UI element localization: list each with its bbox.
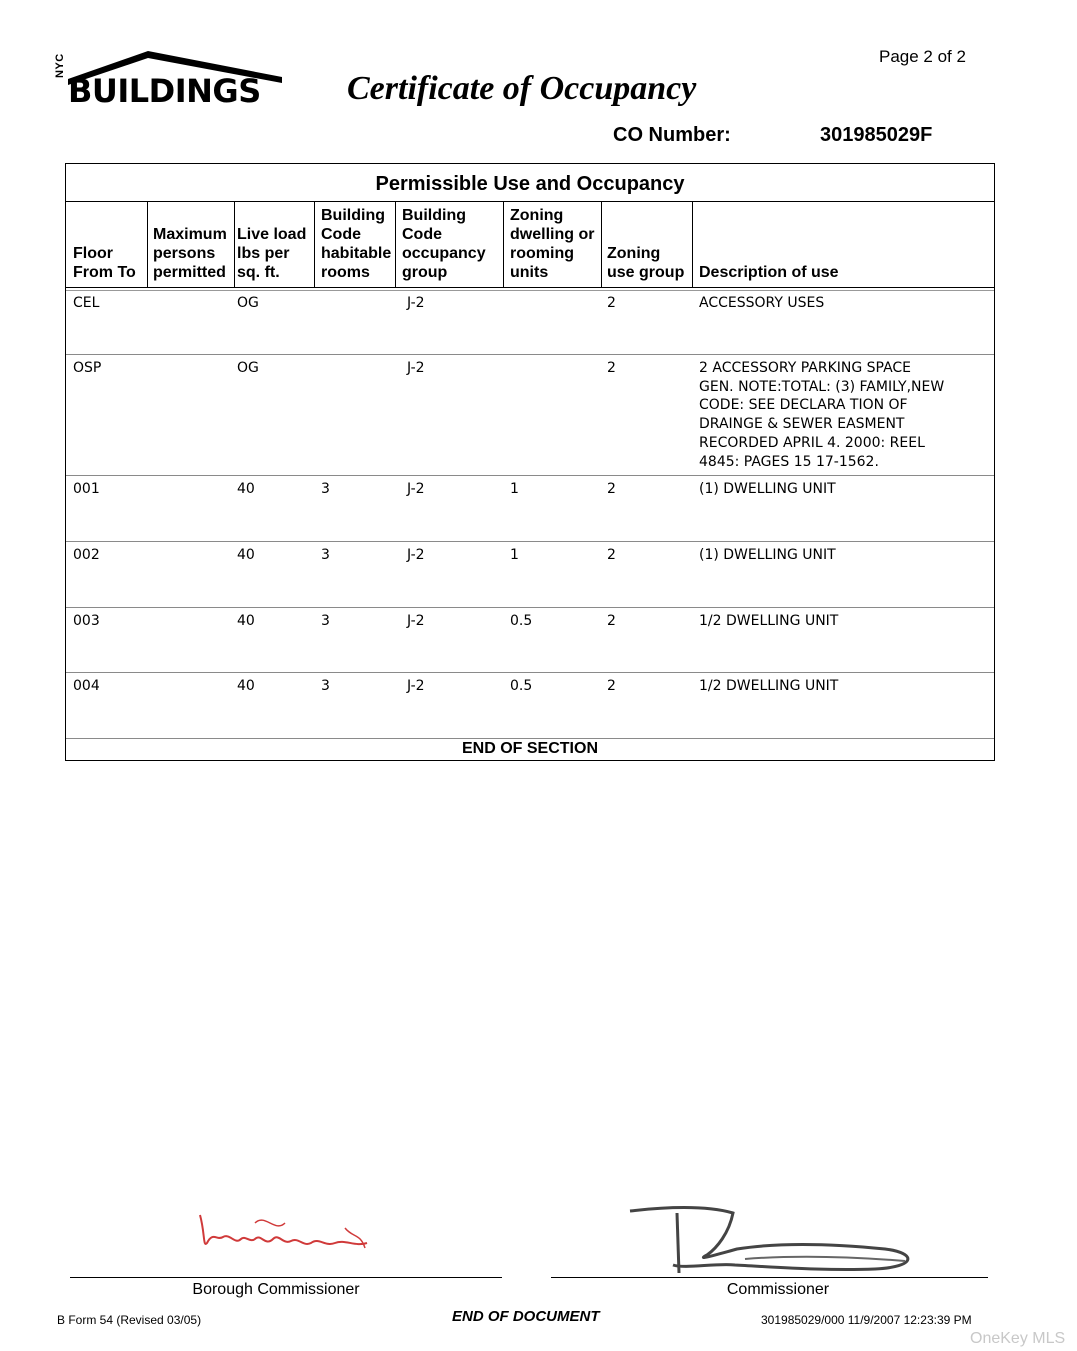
column-header: [153, 202, 235, 288]
table-cell-live-load: 40: [237, 678, 255, 694]
column-header: [73, 202, 151, 288]
column-header-line: Floor: [73, 245, 113, 262]
table-cell-description: (1) DWELLING UNIT: [699, 547, 836, 563]
table-cell-rooms: 3: [321, 613, 330, 629]
table-cell-occupancy: J-2: [407, 678, 425, 694]
column-header: [237, 202, 319, 288]
column-header-line: Zoning: [510, 207, 564, 224]
table-cell-live-load: 40: [237, 481, 255, 497]
column-header-line: use group: [607, 264, 685, 281]
table-cell-live-load: 40: [237, 613, 255, 629]
column-divider: [234, 202, 235, 288]
end-of-document: END OF DOCUMENT: [452, 1308, 600, 1325]
column-header: [607, 202, 697, 288]
table-cell-use-group: 2: [607, 613, 616, 629]
column-header-line: Code: [321, 226, 361, 243]
co-number-label: CO Number:: [613, 124, 731, 146]
column-header-line: Building: [321, 207, 385, 224]
column-header-line: From To: [73, 264, 136, 281]
logo-prefix: NYC: [54, 53, 66, 78]
column-divider: [395, 202, 396, 288]
table-row: [66, 289, 994, 355]
column-header-line: lbs per: [237, 245, 290, 262]
table-cell-use-group: 2: [607, 295, 616, 311]
column-header-line: Maximum: [153, 226, 227, 243]
table-cell-rooms: 3: [321, 547, 330, 563]
commissioner-label: Commissioner: [726, 1281, 830, 1298]
table-cell-use-group: 2: [607, 678, 616, 694]
table-title: Permissible Use and Occupancy: [66, 164, 994, 202]
document-stamp: 301985029/000 11/9/2007 12:23:39 PM: [761, 1313, 972, 1327]
table-row: [66, 607, 994, 673]
table-cell-description: (1) DWELLING UNIT: [699, 481, 836, 497]
column-header: [699, 202, 989, 288]
table-cell-rooms: 3: [321, 678, 330, 694]
table-cell-occupancy: J-2: [407, 360, 425, 376]
column-header: [510, 202, 605, 288]
column-header-line: occupancy: [402, 245, 486, 262]
table-cell-occupancy: J-2: [407, 295, 425, 311]
co-number-value: 301985029F: [820, 124, 933, 146]
table-row: [66, 672, 994, 739]
column-header: [402, 202, 508, 288]
table-cell-use-group: 2: [607, 547, 616, 563]
column-header-line: Building: [402, 207, 466, 224]
table-cell-description: 1/2 DWELLING UNIT: [699, 613, 839, 629]
borough-commissioner-signature: [195, 1203, 375, 1273]
borough-signature-line: [70, 1277, 502, 1278]
table-cell-use-group: 2: [607, 481, 616, 497]
column-header-line: habitable: [321, 245, 392, 262]
table-cell-floor: 002: [73, 547, 100, 563]
end-of-section: END OF SECTION: [461, 740, 598, 757]
table-cell-floor: 004: [73, 678, 100, 694]
table-cell-description: 1/2 DWELLING UNIT: [699, 678, 839, 694]
column-header-line: rooms: [321, 264, 370, 281]
borough-commissioner-label: Borough Commissioner: [192, 1281, 360, 1298]
table-cell-dwelling-units: 0.5: [510, 678, 533, 694]
page-number: Page 2 of 2: [879, 47, 966, 66]
commissioner-signature: [625, 1203, 920, 1275]
table-cell-occupancy: J-2: [407, 547, 425, 563]
column-divider: [314, 202, 315, 288]
logo-text: BUILDINGS: [68, 72, 261, 110]
table-cell-occupancy: J-2: [407, 481, 425, 497]
column-header-line: persons: [153, 245, 216, 262]
table-cell-description: 2 ACCESSORY PARKING SPACE GEN. NOTE:TOTAL: (3) FAMILY,NEW CODE: SEE DECLARA TION OF DRAINGE & SEWER EASMENT RECORDED APRIL 4. 2000: REEL 4845: PAGES 15 17-1562.: [699, 360, 945, 470]
table-cell-floor: CEL: [73, 295, 100, 311]
column-divider: [147, 202, 148, 288]
table-row: [66, 354, 994, 476]
column-header-line: Zoning: [607, 245, 661, 262]
table-cell-live-load: OG: [237, 360, 259, 376]
column-header-line: dwelling or: [510, 226, 595, 243]
column-header: [321, 202, 400, 288]
table-cell-occupancy: J-2: [407, 613, 425, 629]
table-cell-floor: 001: [73, 481, 100, 497]
watermark: OneKey MLS: [970, 1330, 1066, 1347]
commissioner-signature-line: [551, 1277, 988, 1278]
occupancy-table: [65, 163, 995, 761]
table-cell-description: ACCESSORY USES: [699, 295, 825, 311]
column-header-line: Code: [402, 226, 442, 243]
column-divider: [692, 202, 693, 288]
form-label: B Form 54 (Revised 03/05): [57, 1313, 202, 1327]
column-divider: [601, 202, 602, 288]
nyc-buildings-logo: [54, 48, 284, 112]
table-cell-dwelling-units: 1: [510, 547, 519, 563]
column-header-line: sq. ft.: [237, 264, 280, 281]
table-cell-live-load: OG: [237, 295, 259, 311]
column-header-line: group: [402, 264, 448, 281]
table-cell-dwelling-units: 1: [510, 481, 519, 497]
column-header-line: rooming: [510, 245, 574, 262]
column-header-line: Live load: [237, 226, 307, 243]
table-cell-live-load: 40: [237, 547, 255, 563]
table-cell-use-group: 2: [607, 360, 616, 376]
document-title: Certificate of Occupancy: [347, 70, 697, 107]
column-header-line: permitted: [153, 264, 226, 281]
column-divider: [503, 202, 504, 288]
table-cell-rooms: 3: [321, 481, 330, 497]
table-cell-floor: OSP: [73, 360, 102, 376]
column-header-line: units: [510, 264, 549, 281]
table-row: [66, 541, 994, 608]
table-cell-floor: 003: [73, 613, 100, 629]
column-header-line: Description of use: [699, 264, 839, 281]
table-row: [66, 475, 994, 542]
table-cell-dwelling-units: 0.5: [510, 613, 533, 629]
